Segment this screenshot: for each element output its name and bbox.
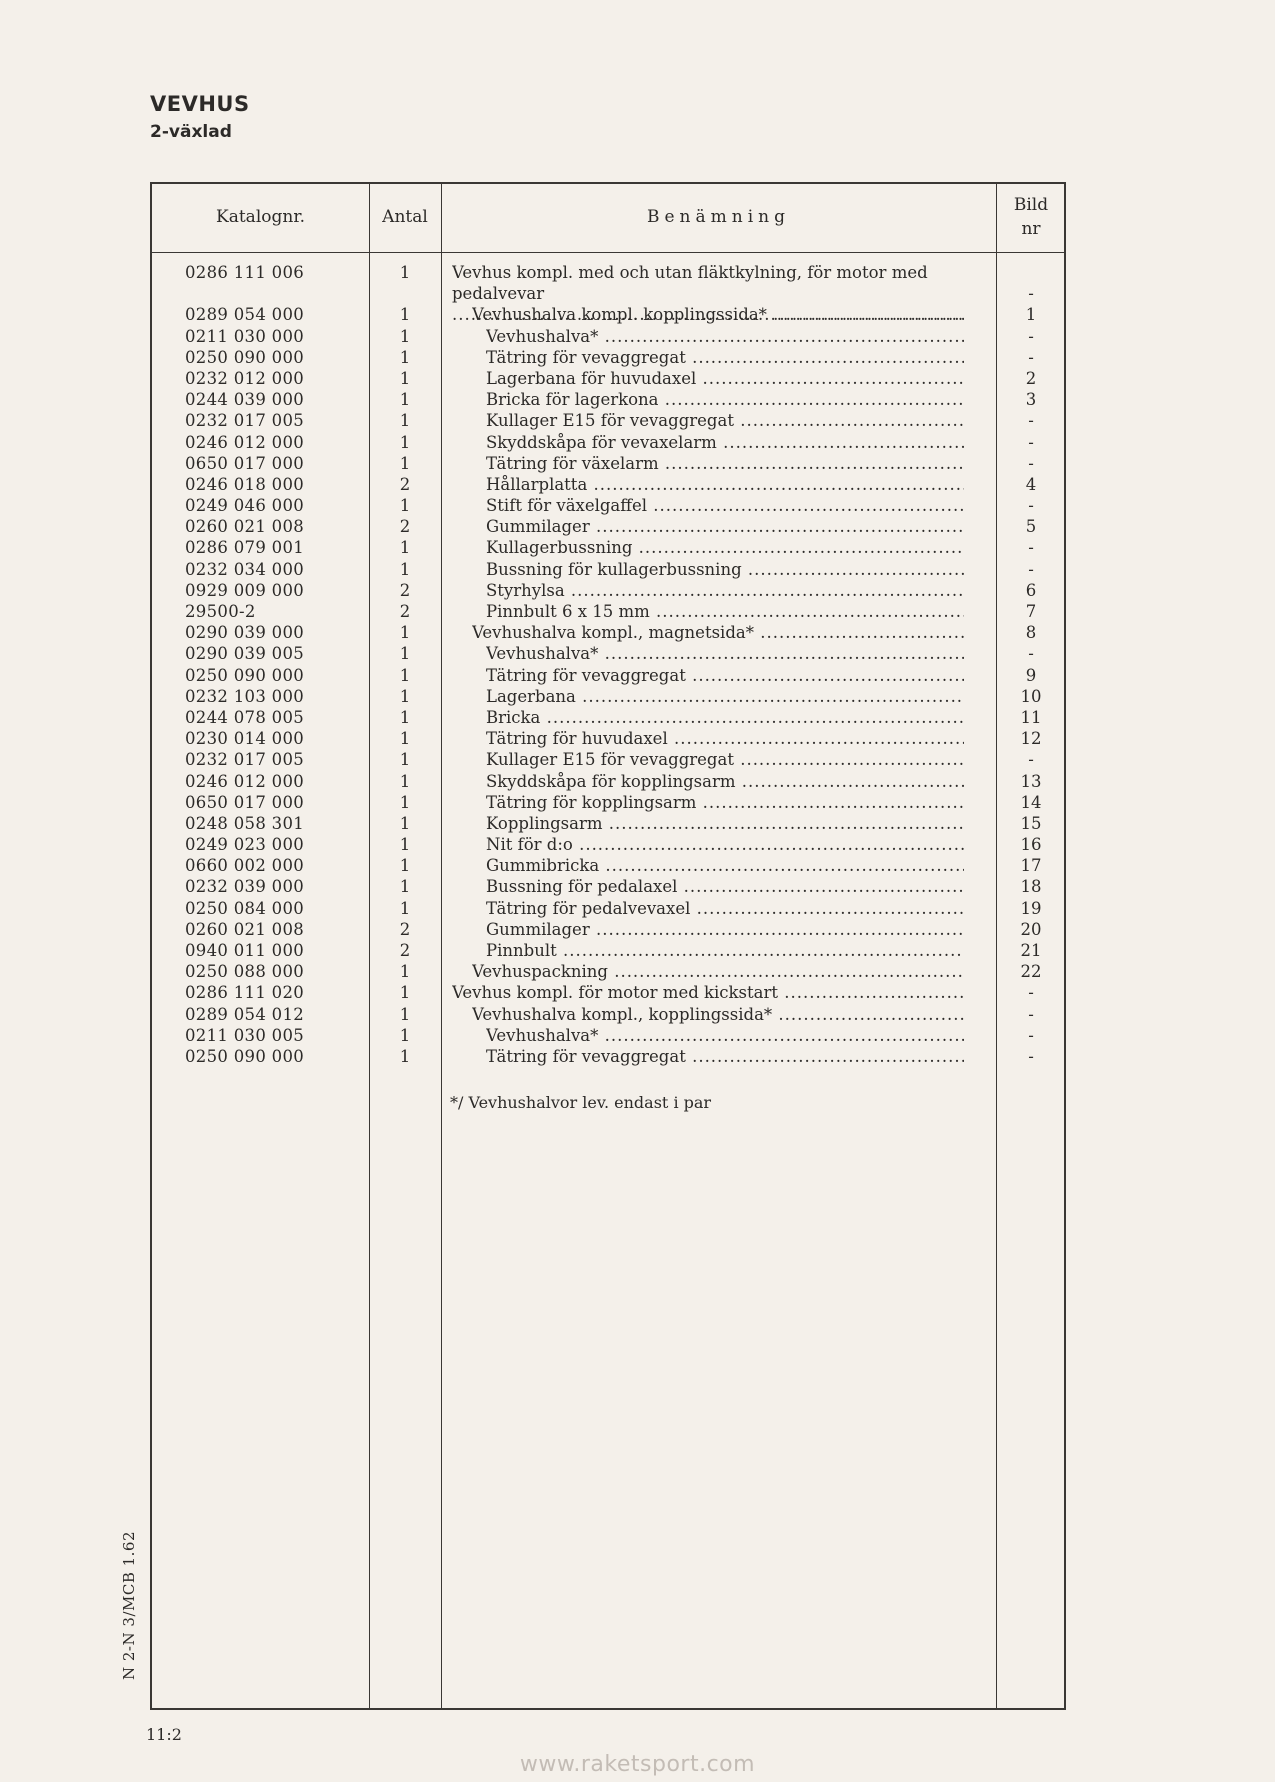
catalog-number: 0290 039 000 [185, 623, 305, 643]
part-name-text: Gummilager [486, 919, 590, 939]
figure-number: 21 [1020, 941, 1042, 961]
header-name: Benämning [647, 207, 790, 228]
figure-number: - [1028, 284, 1034, 304]
quantity: 1 [399, 729, 411, 749]
part-name [472, 1004, 964, 1025]
table-row [152, 1046, 1064, 1067]
part-name-text: Tätring för huvudaxel [486, 729, 668, 749]
catalog-number: 0246 012 000 [185, 771, 305, 791]
catalog-number: 0940 011 000 [185, 941, 305, 961]
part-name [486, 601, 964, 622]
catalog-number: 0249 046 000 [185, 496, 305, 516]
quantity: 1 [399, 707, 411, 727]
table-row [152, 707, 1064, 728]
quantity: 1 [399, 813, 411, 833]
table-row [152, 304, 1064, 325]
catalog-number: 0650 017 000 [185, 792, 305, 812]
side-code: N 2-N 3/MCB 1.62 [120, 1530, 138, 1680]
part-name-text: Tätring för vevaggregat [486, 665, 686, 685]
catalog-number: 0244 039 000 [185, 390, 305, 410]
catalog-number: 0249 023 000 [185, 835, 305, 855]
figure-number: 10 [1020, 686, 1042, 706]
quantity: 1 [399, 390, 411, 410]
figure-number: - [1028, 1046, 1034, 1066]
part-name-text: Bussning för pedalaxel [486, 877, 678, 897]
page-number: 11:2 [146, 1725, 182, 1744]
figure-number: - [1028, 1025, 1034, 1045]
figure-number: - [1028, 326, 1034, 346]
table-row [152, 898, 1064, 919]
part-name [486, 898, 964, 919]
quantity: 1 [399, 368, 411, 388]
part-name-text: Vevhus kompl. för motor med kickstart [452, 983, 778, 1003]
figure-number: 2 [1025, 368, 1037, 388]
catalog-number: 0211 030 005 [185, 1025, 305, 1045]
table-row [152, 368, 1064, 389]
table-row [152, 474, 1064, 495]
catalog-number: 0290 039 005 [185, 644, 305, 664]
part-name-text: Kullagerbussning [486, 538, 633, 558]
part-name [486, 495, 964, 516]
part-name-text: Vevhushalva kompl., kopplingssida* [472, 1004, 773, 1024]
figure-number: 6 [1025, 580, 1037, 600]
catalog-number: 0650 017 000 [185, 453, 305, 473]
figure-number: - [1028, 432, 1034, 452]
quantity: 1 [399, 263, 411, 282]
table-row [152, 389, 1064, 410]
quantity: 1 [399, 686, 411, 706]
part-name [486, 707, 964, 728]
part-name-text: Vevhuspackning [472, 962, 608, 982]
part-name-text: Tätring för vevaggregat [486, 1046, 686, 1066]
part-name-text: Vevhushalva kompl., magnetsida* [472, 623, 754, 643]
table-row [152, 1004, 1064, 1025]
catalog-number: 0660 002 000 [185, 856, 305, 876]
part-name-text: Bricka för lagerkona [486, 390, 659, 410]
table-row [152, 347, 1064, 368]
part-name-text: Vevhushalva* [486, 1025, 599, 1045]
part-name [472, 622, 964, 643]
part-name-text: Styrhylsa [486, 580, 565, 600]
table-row [152, 728, 1064, 749]
footnote: */ Vevhushalvor lev. endast i par [450, 1093, 712, 1112]
part-name [472, 961, 964, 982]
part-name-text: Vevhushalva kompl. kopplingssida* [472, 305, 767, 325]
catalog-number: 0250 090 000 [185, 347, 305, 367]
quantity: 1 [399, 496, 411, 516]
figure-number: 17 [1020, 856, 1042, 876]
table-row [152, 749, 1064, 770]
quantity: 2 [399, 474, 411, 494]
part-name [486, 643, 964, 664]
part-name [486, 686, 964, 707]
figure-number: 5 [1025, 517, 1037, 537]
catalog-number: 0211 030 000 [185, 326, 305, 346]
part-name [486, 368, 964, 389]
table-row [152, 559, 1064, 580]
catalog-number: 0232 034 000 [185, 559, 305, 579]
header-catalog: Katalognr. [216, 207, 305, 228]
part-name-text: Lagerbana [486, 686, 576, 706]
part-name-text: Vevhushalva* [486, 326, 599, 346]
part-name-text: Skyddskåpa för kopplingsarm [486, 771, 736, 791]
figure-number: 7 [1025, 602, 1037, 622]
figure-number: 22 [1020, 962, 1042, 982]
table-row [152, 919, 1064, 940]
figure-number: - [1028, 347, 1034, 367]
figure-number: - [1028, 538, 1034, 558]
catalog-number: 0246 012 000 [185, 432, 305, 452]
quantity: 1 [399, 771, 411, 791]
part-name-text: Vevhus kompl. med och utan fläktkylning, för motor med pedalvevar [452, 263, 928, 304]
table-row [152, 834, 1064, 855]
figure-number: 19 [1020, 898, 1042, 918]
table-row [152, 495, 1064, 516]
quantity: 2 [399, 941, 411, 961]
quantity: 1 [399, 665, 411, 685]
figure-number: - [1028, 496, 1034, 516]
catalog-number: 0286 111 006 [185, 263, 305, 282]
part-name [486, 728, 964, 749]
figure-number: - [1028, 750, 1034, 770]
catalog-number: 0289 054 000 [185, 305, 305, 325]
table-row [152, 432, 1064, 453]
part-name [486, 474, 964, 495]
part-name [486, 537, 964, 558]
figure-number: 1 [1025, 305, 1037, 325]
part-name [486, 516, 964, 537]
part-name [486, 389, 964, 410]
figure-number: 11 [1020, 707, 1042, 727]
part-name [486, 855, 964, 876]
catalog-number: 0250 084 000 [185, 898, 305, 918]
catalog-number: 0286 111 020 [185, 983, 305, 1003]
part-name-text: Kullager E15 för vevaggregat [486, 411, 734, 431]
table-row [152, 580, 1064, 601]
table-row [152, 686, 1064, 707]
figure-number: - [1028, 411, 1034, 431]
part-name-text: Bussning för kullagerbussning [486, 559, 742, 579]
quantity: 1 [399, 1025, 411, 1045]
quantity: 1 [399, 347, 411, 367]
quantity: 1 [399, 644, 411, 664]
part-name [472, 304, 964, 325]
catalog-number: 0248 058 301 [185, 813, 305, 833]
page-title: VEVHUS [150, 92, 250, 116]
part-name-text: Tätring för vevaggregat [486, 347, 686, 367]
part-name [486, 940, 964, 961]
page-subtitle: 2-växlad [150, 122, 232, 142]
part-name [486, 771, 964, 792]
quantity: 1 [399, 877, 411, 897]
part-name-text: Kopplingsarm [486, 813, 603, 833]
figure-number: - [1028, 453, 1034, 473]
part-name [486, 453, 964, 474]
quantity: 2 [399, 602, 411, 622]
quantity: 1 [399, 559, 411, 579]
part-name-text: Nit för d:o [486, 835, 573, 855]
quantity: 1 [399, 983, 411, 1003]
figure-number: - [1028, 644, 1034, 664]
catalog-number: 0250 090 000 [185, 1046, 305, 1066]
parts-table [150, 182, 1066, 1710]
part-name [486, 876, 964, 897]
header-qty: Antal [382, 207, 428, 228]
part-name-text: Tätring för växelarm [486, 453, 659, 473]
catalog-number: 29500-2 [185, 602, 256, 622]
table-row [152, 792, 1064, 813]
quantity: 1 [399, 411, 411, 431]
catalog-number: 0232 103 000 [185, 686, 305, 706]
part-name-text: Tätring för pedalvevaxel [486, 898, 691, 918]
catalog-number: 0246 018 000 [185, 474, 305, 494]
catalog-number: 0260 021 008 [185, 919, 305, 939]
figure-number: 3 [1025, 390, 1037, 410]
part-name-text: Pinnbult [486, 941, 557, 961]
figure-number: 15 [1020, 813, 1042, 833]
part-name-text: Vevhushalva* [486, 644, 599, 664]
figure-number: 12 [1020, 729, 1042, 749]
part-name [486, 559, 964, 580]
catalog-number: 0232 017 005 [185, 411, 305, 431]
part-name-text: Gummilager [486, 517, 590, 537]
part-name [452, 982, 964, 1003]
part-name [486, 1025, 964, 1046]
figure-number: - [1028, 983, 1034, 1003]
quantity: 1 [399, 962, 411, 982]
table-row [152, 410, 1064, 431]
quantity: 1 [399, 623, 411, 643]
part-name [486, 347, 964, 368]
part-name [486, 792, 964, 813]
table-row [152, 622, 1064, 643]
part-name-text: Gummibricka [486, 856, 600, 876]
part-name-text: Lagerbana för huvudaxel [486, 368, 697, 388]
table-row [152, 876, 1064, 897]
quantity: 1 [399, 1004, 411, 1024]
part-name-text: Tätring för kopplingsarm [486, 792, 697, 812]
table-row [152, 453, 1064, 474]
part-name [486, 410, 964, 431]
catalog-number: 0250 088 000 [185, 962, 305, 982]
header-bild-bottom: nr [1021, 219, 1041, 239]
catalog-number: 0250 090 000 [185, 665, 305, 685]
table-row [152, 961, 1064, 982]
header-bild [996, 184, 1066, 252]
part-name-text: Stift för växelgaffel [486, 496, 648, 516]
watermark: www.raketsport.com [519, 1752, 756, 1777]
part-name-text: Bricka [486, 707, 541, 727]
table-row [152, 982, 1064, 1003]
table-row [152, 771, 1064, 792]
part-name-text: Kullager E15 för vevaggregat [486, 750, 734, 770]
table-row [152, 665, 1064, 686]
quantity: 1 [399, 898, 411, 918]
catalog-number: 0232 017 005 [185, 750, 305, 770]
figure-number: 9 [1025, 665, 1037, 685]
table-body [152, 262, 1064, 1067]
figure-number: 13 [1020, 771, 1042, 791]
catalog-number: 0232 039 000 [185, 877, 305, 897]
quantity: 1 [399, 453, 411, 473]
catalog-number: 0260 021 008 [185, 517, 305, 537]
quantity: 1 [399, 432, 411, 452]
part-name [486, 834, 964, 855]
table-row [152, 1025, 1064, 1046]
quantity: 1 [399, 750, 411, 770]
quantity: 1 [399, 326, 411, 346]
table-row [152, 326, 1064, 347]
table-row [152, 940, 1064, 961]
table-row [152, 643, 1064, 664]
catalog-number: 0286 079 001 [185, 538, 305, 558]
catalog-number: 0244 078 005 [185, 707, 305, 727]
quantity: 2 [399, 919, 411, 939]
table-row [152, 537, 1064, 558]
catalog-number: 0232 012 000 [185, 368, 305, 388]
quantity: 1 [399, 1046, 411, 1066]
table-row [152, 516, 1064, 537]
part-name [486, 749, 964, 770]
quantity: 1 [399, 305, 411, 325]
table-row [152, 813, 1064, 834]
figure-number: 16 [1020, 835, 1042, 855]
table-row [152, 262, 1064, 304]
figure-number: 20 [1020, 919, 1042, 939]
part-name [486, 580, 964, 601]
table-row [152, 601, 1064, 622]
part-name-text: Pinnbult 6 x 15 mm [486, 602, 650, 622]
part-name [486, 1046, 964, 1067]
catalog-number: 0230 014 000 [185, 729, 305, 749]
figure-number: 18 [1020, 877, 1042, 897]
quantity: 1 [399, 792, 411, 812]
table-row [152, 855, 1064, 876]
quantity: 2 [399, 517, 411, 537]
quantity: 1 [399, 835, 411, 855]
part-name [486, 326, 964, 347]
figure-number: 4 [1025, 474, 1037, 494]
catalog-number: 0929 009 000 [185, 580, 305, 600]
quantity: 1 [399, 856, 411, 876]
header-bild-top: Bild [1013, 195, 1049, 216]
figure-number: - [1028, 559, 1034, 579]
quantity: 2 [399, 580, 411, 600]
quantity: 1 [399, 538, 411, 558]
part-name [486, 432, 964, 453]
figure-number: - [1028, 1004, 1034, 1024]
part-name [486, 813, 964, 834]
figure-number: 8 [1025, 623, 1037, 643]
part-name [486, 919, 964, 940]
figure-number: 14 [1020, 792, 1042, 812]
part-name-text: Hållarplatta [486, 474, 588, 494]
header-divider [152, 252, 1064, 253]
part-name-text: Skyddskåpa för vevaxelarm [486, 432, 717, 452]
catalog-number: 0289 054 012 [185, 1004, 305, 1024]
part-name [486, 665, 964, 686]
